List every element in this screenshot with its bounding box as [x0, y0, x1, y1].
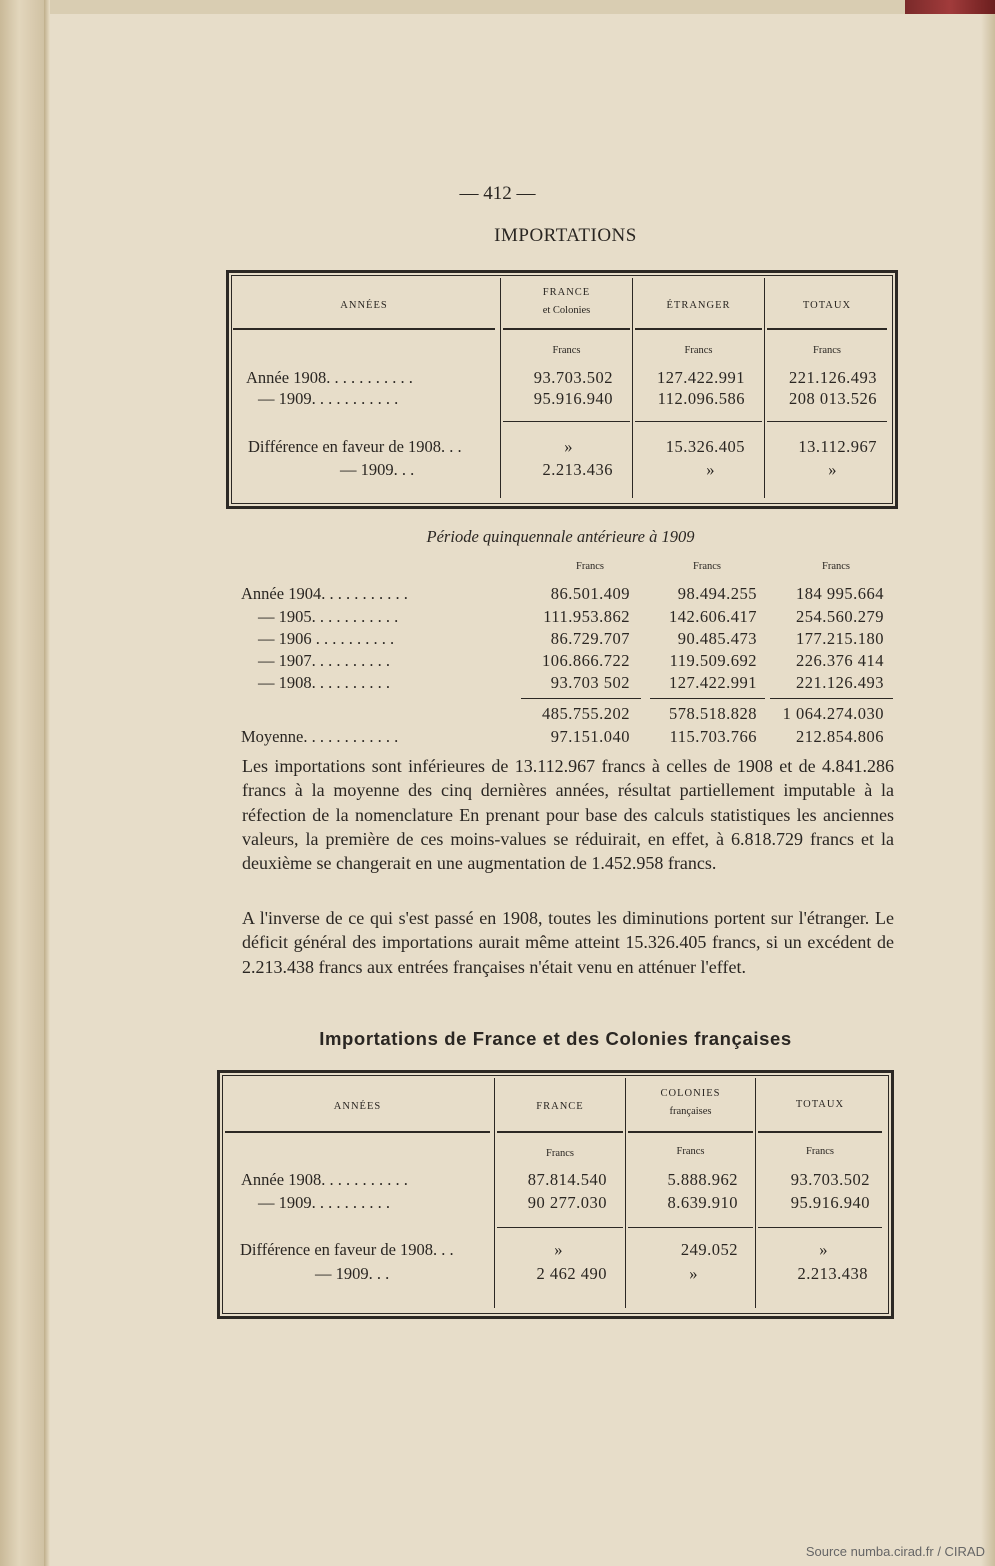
row-label: Différence en faveur de 1908. . .: [240, 1240, 454, 1259]
row-label: Année 1908. . . . . . . . . . .: [246, 368, 413, 387]
cell-value: 221.126.493: [796, 673, 884, 692]
row-rule: [628, 1227, 753, 1228]
cell-value: »: [564, 437, 573, 456]
source-footer: Source numba.cirad.fr / CIRAD: [805, 1544, 985, 1559]
cell-value: 13.112.967: [798, 437, 877, 456]
unit-label: Francs: [576, 561, 604, 572]
sum-rule: [650, 698, 765, 699]
cell-value: 95.916.940: [533, 389, 613, 408]
cell-value: »: [828, 460, 837, 479]
cell-value: 127.422.991: [669, 673, 757, 692]
paragraph-2: [242, 906, 894, 979]
row-label: — 1909. . .: [340, 460, 415, 479]
cell-value: 142.606.417: [669, 607, 757, 626]
cell-value: 119.509.692: [669, 651, 757, 670]
header-rule: [497, 1131, 623, 1133]
bookmark-ribbon: [905, 0, 995, 14]
cell-value: »: [706, 460, 715, 479]
paragraph-1-text: Les importations sont inférieures de 13.112.967 francs à celles de 1908 et de 4.841.286 francs à la moyenne des cinq dernières années, résultat partiellement imputable à la réfection de la nomenclature En prenant pour base des calculs statistiques les anciennes valeurs, la première de ces moins-values se réduirait, en effet, à 6.818.729 francs et la deuxième se changerait en une augmentation de 1.452.958 francs.: [242, 756, 894, 874]
col-header-totaux: TOTAUX: [795, 1099, 845, 1110]
cell-value: 90.485.473: [677, 629, 757, 648]
cell-value: 226.376 414: [796, 651, 884, 670]
col-header-colonies-sub: françaises: [669, 1106, 712, 1117]
moyenne-value: 97.151.040: [550, 727, 630, 746]
row-label: — 1907. . . . . . . . . .: [258, 651, 390, 670]
unit-label: Francs: [676, 1146, 705, 1157]
row-label: — 1905. . . . . . . . . . .: [258, 607, 399, 626]
row-label: — 1908. . . . . . . . . .: [258, 673, 390, 692]
paragraph-2-text: A l'inverse de ce qui s'est passé en 1908, toutes les diminutions portent sur l'étranger. Le déficit général des importations aurait même atteint 15.326.405 francs, si un excédent de 2.213.438 francs aux entrées françaises n'était venu en atténuer l'effet.: [242, 908, 894, 977]
header-rule: [767, 328, 887, 330]
col-header-annees: ANNÉES: [333, 1101, 382, 1112]
table-divider: [500, 278, 501, 498]
col-header-annees: ANNÉES: [340, 300, 388, 311]
cell-value: 86.501.409: [550, 584, 630, 603]
cell-value: 93.703.502: [790, 1170, 870, 1189]
cell-value: 2.213.438: [797, 1264, 868, 1283]
period-title: Période quinquennale antérieure à 1909: [426, 527, 695, 546]
cell-value: 127.422.991: [657, 368, 745, 387]
col-header-france-sub: et Colonies: [542, 305, 591, 316]
cell-value: 5.888.962: [667, 1170, 738, 1189]
cell-value: 106.866.722: [542, 651, 630, 670]
cell-value: 112.096.586: [657, 389, 745, 408]
sum-rule: [521, 698, 641, 699]
cell-value: 95.916.940: [790, 1193, 870, 1212]
unit-label: Francs: [806, 1146, 834, 1157]
col-header-etranger: ÉTRANGER: [666, 300, 731, 311]
moyenne-value: 212.854.806: [796, 727, 884, 746]
table-divider: [632, 278, 633, 498]
row-rule: [497, 1227, 623, 1228]
cell-value: 87.814.540: [527, 1170, 607, 1189]
table-divider: [625, 1078, 626, 1308]
row-label: — 1909. . . . . . . . . . .: [258, 389, 399, 408]
cell-value: 98.494.255: [677, 584, 757, 603]
cell-value: 90 277.030: [527, 1193, 607, 1212]
row-rule: [635, 421, 762, 422]
row-rule: [758, 1227, 882, 1228]
cell-value: 249.052: [680, 1240, 738, 1259]
row-rule: [767, 421, 887, 422]
row-label: — 1906 . . . . . . . . . .: [258, 629, 395, 648]
total-value: 578.518.828: [669, 704, 757, 723]
total-value: 1 064.274.030: [782, 704, 884, 723]
cell-value: »: [554, 1240, 563, 1259]
cell-value: 93.703 502: [550, 673, 630, 692]
row-rule: [503, 421, 630, 422]
page-number: — 412 —: [459, 183, 536, 204]
row-label: — 1909. . .: [315, 1264, 390, 1283]
moyenne-value: 115.703.766: [669, 727, 757, 746]
unit-label: Francs: [822, 561, 850, 572]
row-label: Année 1904. . . . . . . . . . .: [241, 584, 408, 603]
header-rule: [225, 1131, 490, 1133]
paragraph-1: [242, 754, 894, 875]
col-header-france: FRANCE: [536, 1101, 584, 1112]
row-label: Année 1908. . . . . . . . . . .: [241, 1170, 408, 1189]
cell-value: 111.953.862: [543, 607, 630, 626]
unit-label: Francs: [684, 345, 713, 356]
cell-value: 254.560.279: [796, 607, 884, 626]
cell-value: 15.326.405: [665, 437, 745, 456]
header-rule: [503, 328, 630, 330]
unit-label: Francs: [693, 561, 721, 572]
cell-value: 86.729.707: [550, 629, 630, 648]
unit-label: Francs: [552, 345, 581, 356]
unit-label: Francs: [546, 1148, 574, 1159]
cell-value: »: [819, 1240, 828, 1259]
header-rule: [635, 328, 762, 330]
col-header-totaux: TOTAUX: [802, 300, 852, 311]
cell-value: 2 462 490: [536, 1264, 607, 1283]
cell-value: 184 995.664: [796, 584, 884, 603]
cell-value: 208 013.526: [789, 389, 877, 408]
unit-label: Francs: [813, 345, 841, 356]
col-header-france: FRANCE: [542, 287, 591, 298]
table-divider: [755, 1078, 756, 1308]
cell-value: 8.639.910: [667, 1193, 738, 1212]
cell-value: 221.126.493: [789, 368, 877, 387]
section-title: Importations de France et des Colonies françaises: [319, 1028, 792, 1049]
moyenne-label: Moyenne. . . . . . . . . . . .: [241, 727, 399, 746]
table-divider: [494, 1078, 495, 1308]
header-rule: [628, 1131, 753, 1133]
cell-value: 93.703.502: [533, 368, 613, 387]
header-rule: [758, 1131, 882, 1133]
cell-value: »: [689, 1264, 698, 1283]
sum-rule: [770, 698, 893, 699]
cell-value: 177.215.180: [796, 629, 884, 648]
total-value: 485.755.202: [542, 704, 630, 723]
col-header-colonies: COLONIES: [660, 1088, 721, 1099]
table-divider: [764, 278, 765, 498]
header-rule: [233, 328, 495, 330]
cell-value: 2.213.436: [542, 460, 613, 479]
page-title: IMPORTATIONS: [494, 225, 637, 246]
row-label: Différence en faveur de 1908. . .: [248, 437, 462, 456]
row-label: — 1909. . . . . . . . . .: [258, 1193, 390, 1212]
